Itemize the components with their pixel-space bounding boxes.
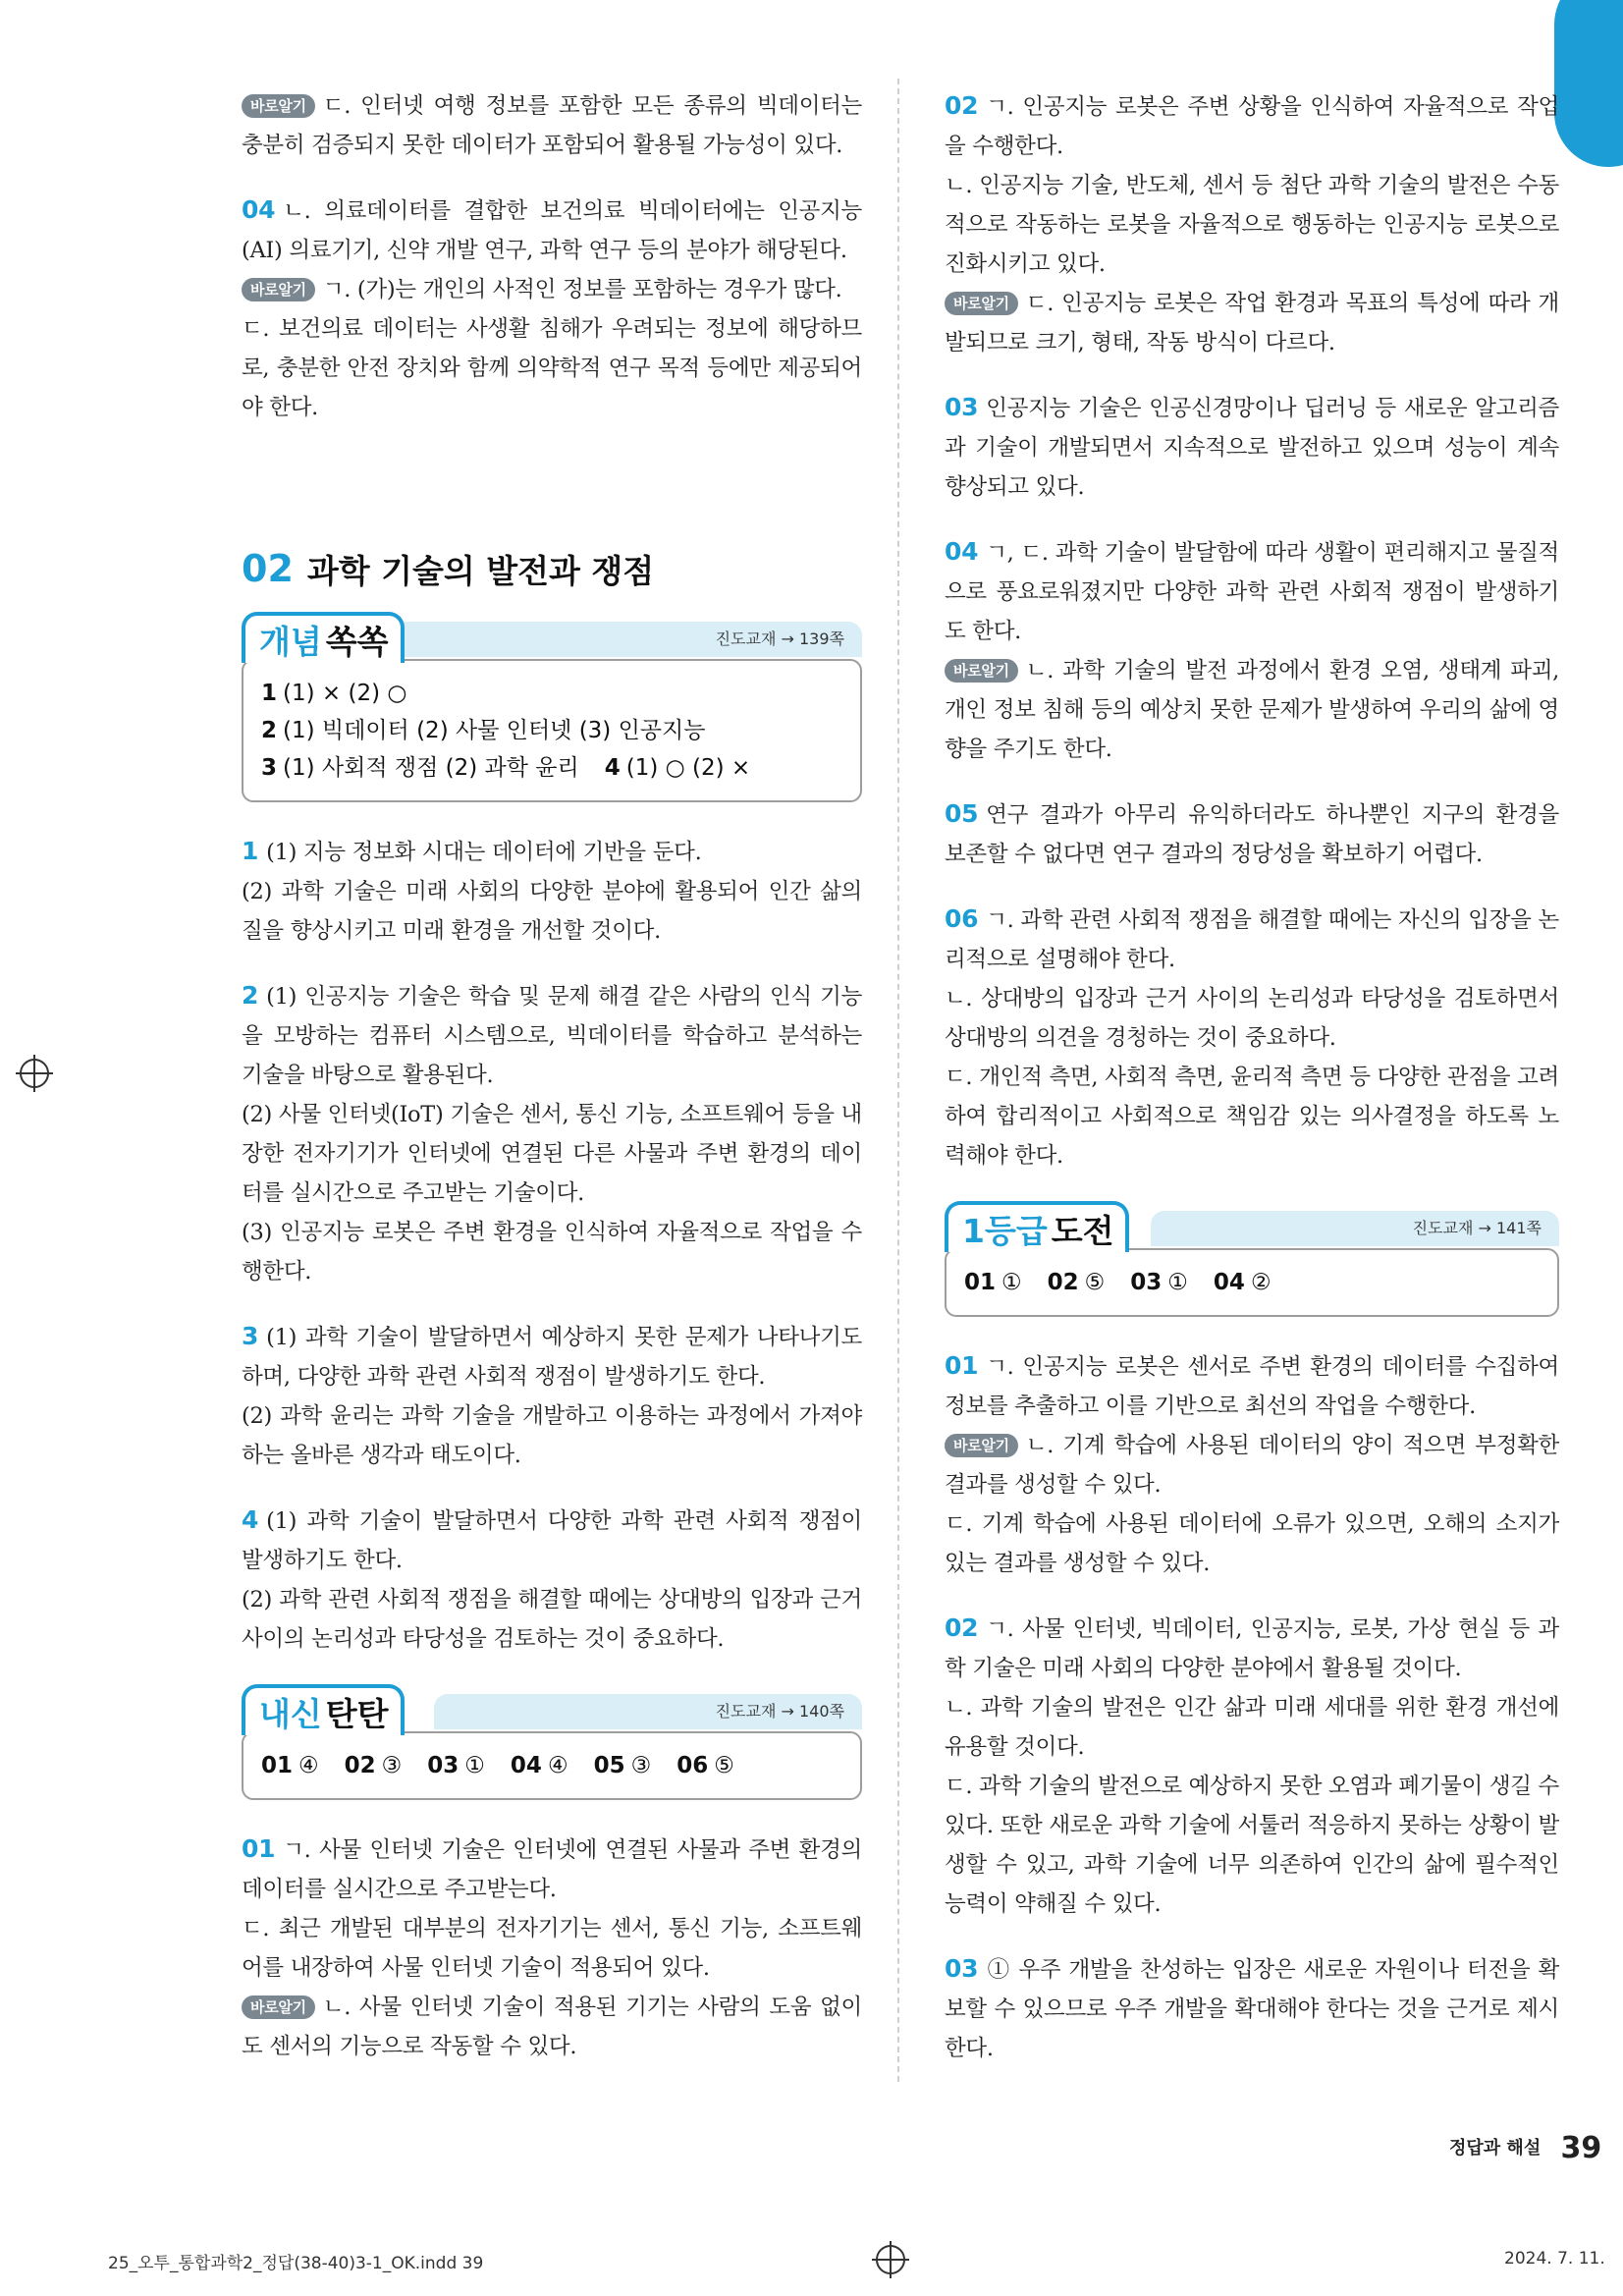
question-number: 2: [242, 981, 259, 1010]
answer-number: 3: [261, 755, 278, 781]
explanation-text: ㄷ. 보건의료 데이터는 사생활 침해가 우려되는 정보에 해당하므로, 충분한 안전 장치와 함께 의약학적 연구 목적 등에만 제공되어야 한다.: [242, 316, 862, 420]
slug-filename: 25_오투_통합과학2_정답(38-40)3-1_OK.indd 39: [108, 2254, 484, 2273]
answer-list: [242, 659, 862, 802]
explanation-line: [945, 1504, 1559, 1583]
explanation-item: [242, 832, 862, 951]
grade-answer-box: [945, 1201, 1559, 1317]
explanation-item: [945, 1609, 1559, 1924]
correction-badge: 바로알기: [945, 292, 1018, 315]
explanation-line: [945, 284, 1559, 362]
explanation-line: [242, 1213, 862, 1291]
explanation-line: [242, 872, 862, 951]
explanation-line: [242, 309, 862, 427]
explanation-text: (2) 과학 윤리는 과학 기술을 개발하고 이용하는 과정에서 가져야 하는 올바른 생각과 태도이다.: [242, 1403, 862, 1468]
explanation-text: ㄱ, ㄷ. 과학 기술이 발달함에 따라 생활이 편리해지고 물질적으로 풍요로워졌지만 다양한 과학 관련 사회적 쟁점이 발생하기도 한다.: [945, 540, 1559, 644]
answer-item: [964, 1264, 1022, 1301]
answer-list: [242, 1731, 862, 1800]
answer-item: [605, 749, 750, 787]
correction-badge: 바로알기: [242, 1995, 315, 2019]
answer-number: 03: [1130, 1270, 1163, 1295]
explanation-line: [945, 979, 1559, 1058]
explanation-text: ㄱ. 과학 관련 사회적 쟁점을 해결할 때에는 자신의 입장을 논리적으로 설명해야 한다.: [945, 907, 1559, 972]
explanation-line: [242, 86, 862, 165]
answer-value: ③: [381, 1753, 403, 1778]
explanation-item: [242, 1830, 862, 2066]
explanation-line: [945, 532, 1559, 651]
answer-value: ②: [1250, 1270, 1271, 1295]
explanation-line: [945, 1767, 1559, 1924]
answer-number: 03: [427, 1753, 460, 1778]
explanation-text: ㄴ. 상대방의 입장과 근거 사이의 논리성과 타당성을 검토하면서 상대방의 의견을 경청하는 것이 중요하다.: [945, 986, 1559, 1051]
left-column: [242, 86, 862, 2092]
answer-item: [427, 1747, 485, 1784]
explanation-text: ㄷ. 개인적 측면, 사회적 측면, 윤리적 측면 등 다양한 관점을 고려하여 합리적이고 사회적으로 책임감 있는 의사결정을 하도록 노력해야 한다.: [945, 1065, 1559, 1169]
answer-value: (1) ○ (2) ×: [625, 755, 751, 781]
explanation-line: [242, 270, 862, 309]
box-badge: [242, 612, 405, 663]
correction-badge: 바로알기: [945, 1434, 1018, 1457]
box-badge-text: 도전: [1051, 1212, 1114, 1250]
registration-mark-bottom: [876, 2245, 905, 2274]
naesin-explanations: [242, 1830, 862, 2066]
explanation-item: [242, 191, 862, 427]
explanation-line: [945, 1426, 1559, 1504]
textbook-reference: 진도교재 → 139쪽: [379, 622, 862, 657]
explanation-line: [242, 1396, 862, 1475]
explanation-line: [242, 191, 862, 270]
explanation-text: (1) 과학 기술이 발달하면서 다양한 과학 관련 사회적 쟁점이 발생하기도 한다.: [242, 1508, 862, 1573]
chapter-tab: [1554, 0, 1623, 167]
question-number: 01: [945, 1351, 979, 1380]
explanation-text: ㄷ. 과학 기술의 발전으로 예상하지 못한 오염과 폐기물이 생길 수 있다. 또한 새로운 과학 기술에 서툴러 적응하지 못하는 상황이 발생할 수 있고, 과학 기술에 너무 의존하여 인간의 삶에 필수적인 능력이 약해질 수 있다.: [945, 1774, 1559, 1917]
explanation-line: [242, 1501, 862, 1580]
textbook-reference: 진도교재 → 140쪽: [434, 1694, 862, 1729]
naesin-answer-box: [242, 1684, 862, 1800]
explanation-line: [945, 900, 1559, 979]
explanation-text: (1) 지능 정보화 시대는 데이터에 기반을 둔다.: [266, 840, 702, 865]
explanation-text: ㄷ. 인터넷 여행 정보를 포함한 모든 종류의 빅데이터는 충분히 검증되지 못한 데이터가 포함되어 활용될 가능성이 있다.: [242, 93, 862, 158]
answer-item: [1214, 1264, 1271, 1301]
answer-row: [261, 749, 842, 787]
question-number: 06: [945, 904, 979, 933]
answer-item: [261, 749, 579, 787]
explanation-line: [945, 86, 1559, 166]
explanation-item: [242, 1317, 862, 1475]
explanation-item: [945, 900, 1559, 1175]
explanation-line: [945, 794, 1559, 874]
answer-item: [511, 1747, 568, 1784]
explanation-line: [242, 1317, 862, 1396]
answer-item: [1048, 1264, 1106, 1301]
question-number: 02: [945, 1613, 979, 1642]
correction-badge: 바로알기: [242, 278, 315, 301]
footer-label: 정답과 해설: [1449, 2138, 1542, 2159]
box-badge-accent: 내신: [259, 1695, 322, 1733]
question-number: 04: [945, 537, 979, 566]
grade-explanations: [945, 1346, 1559, 2068]
answer-number: 06: [676, 1753, 709, 1778]
answer-value: (1) 빅데이터 (2) 사물 인터넷 (3) 인공지능: [283, 718, 706, 743]
explanation-text: ㄷ. 최근 개발된 대부분의 전자기기는 센서, 통신 기능, 소프트웨어를 내장하여 사물 인터넷 기술이 적용되어 있다.: [242, 1916, 862, 1981]
answer-item: [345, 1747, 403, 1784]
answer-value: ①: [464, 1753, 485, 1778]
right-column: [945, 86, 1559, 2094]
question-number: 05: [945, 799, 979, 828]
explanation-item: [242, 86, 862, 165]
left-top-block: [242, 86, 862, 427]
explanation-line: [945, 166, 1559, 284]
explanation-line: [242, 1830, 862, 1909]
explanation-text: ㄱ. 사물 인터넷 기술은 인터넷에 연결된 사물과 주변 환경의 데이터를 실시간으로 주고받는다.: [242, 1837, 862, 1902]
explanation-text: (2) 과학 기술은 미래 사회의 다양한 분야에 활용되어 인간 삶의 질을 향상시키고 미래 환경을 개선할 것이다.: [242, 879, 862, 944]
box-header: [945, 1201, 1559, 1248]
explanation-text: (2) 사물 인터넷(IoT) 기술은 센서, 통신 기능, 소프트웨어 등을 내장한 전자기기가 인터넷에 연결된 다른 사물과 주변 환경의 데이터를 실시간으로 주고받는 기술이다.: [242, 1102, 862, 1206]
explanation-text: ㄴ. 의료데이터를 결합한 보건의료 빅데이터에는 인공지능(AI) 의료기기, 신약 개발 연구, 과학 연구 등의 분야가 해당된다.: [242, 198, 862, 263]
answer-number: 1: [261, 681, 278, 706]
answer-value: ①: [1001, 1270, 1022, 1295]
answer-value: ⑤: [714, 1753, 734, 1778]
answer-number: 04: [1213, 1270, 1245, 1295]
answer-number: 4: [604, 755, 621, 781]
explanation-text: ㄴ. 과학 기술의 발전은 인간 삶과 미래 세대를 위한 환경 개선에 유용할 것이다.: [945, 1695, 1559, 1760]
explanation-text: ① 우주 개발을 찬성하는 입장은 새로운 자원이나 터전을 확보할 수 있으므로 우주 개발을 확대해야 한다는 것을 근거로 제시한다.: [945, 1957, 1559, 2061]
explanation-item: [945, 1346, 1559, 1583]
registration-mark-left: [20, 1059, 49, 1088]
box-badge-accent: 개념: [259, 623, 322, 661]
correction-badge: 바로알기: [945, 659, 1018, 683]
explanation-line: [945, 651, 1559, 769]
answer-value: ⑤: [1084, 1270, 1106, 1295]
question-number: 03: [945, 393, 979, 421]
question-number: 04: [242, 195, 276, 224]
page-footer: [1449, 2131, 1601, 2165]
explanation-text: ㄴ. 사물 인터넷 기술이 적용된 기기는 사람의 도움 없이도 센서의 기능으로 작동할 수 있다.: [242, 1995, 862, 2059]
explanation-text: (3) 인공지능 로봇은 주변 환경을 인식하여 자율적으로 작업을 수행한다.: [242, 1220, 862, 1285]
question-number: 3: [242, 1322, 259, 1350]
answer-value: ④: [298, 1753, 319, 1778]
answer-value: ①: [1167, 1270, 1188, 1295]
answer-number: 05: [593, 1753, 625, 1778]
question-number: 01: [242, 1834, 276, 1863]
box-badge: [945, 1201, 1129, 1252]
answer-row: [261, 675, 842, 749]
concept-answer-box: [242, 612, 862, 802]
answer-number: 01: [261, 1753, 294, 1778]
explanation-text: 인공지능 기술은 인공신경망이나 딥러닝 등 새로운 알고리즘과 기술이 개발되면서 지속적으로 발전하고 있으며 성능이 계속 향상되고 있다.: [945, 396, 1559, 500]
explanation-text: (1) 인공지능 기술은 학습 및 문제 해결 같은 사람의 인식 기능을 모방하는 컴퓨터 시스템으로, 빅데이터를 학습하고 분석하는 기술을 바탕으로 활용된다.: [242, 984, 862, 1088]
box-badge-text: 쏙쏙: [325, 623, 389, 661]
explanation-line: [242, 1580, 862, 1659]
section-heading: [242, 545, 862, 592]
answer-value: ③: [630, 1753, 652, 1778]
answer-number: 2: [261, 718, 278, 743]
answer-list: [945, 1248, 1559, 1317]
explanation-line: [945, 388, 1559, 507]
answer-number: 02: [1047, 1270, 1079, 1295]
explanation-item: [242, 1501, 862, 1659]
explanation-item: [945, 532, 1559, 769]
explanation-text: ㄴ. 과학 기술의 발전 과정에서 환경 오염, 생태계 파괴, 개인 정보 침해 등의 예상치 못한 문제가 발생하여 우리의 삶에 영향을 주기도 한다.: [945, 658, 1559, 762]
question-number: 02: [945, 91, 979, 120]
explanation-line: [945, 1346, 1559, 1426]
answer-number: 02: [344, 1753, 376, 1778]
right-explanations: [945, 86, 1559, 1175]
correction-badge: 바로알기: [242, 94, 315, 118]
answer-row: [964, 1264, 1540, 1301]
box-badge: [242, 1684, 405, 1735]
explanation-line: [242, 1909, 862, 1988]
explanation-text: ㄱ. 인공지능 로봇은 센서로 주변 환경의 데이터를 수집하여 정보를 추출하고 이를 기반으로 최선의 작업을 수행한다.: [945, 1354, 1559, 1419]
section-number: 02: [242, 547, 294, 590]
answer-item: [261, 675, 406, 712]
explanation-text: ㄴ. 기계 학습에 사용된 데이터의 양이 적으면 부정확한 결과를 생성할 수 있다.: [945, 1433, 1559, 1498]
answer-value: ④: [547, 1753, 568, 1778]
answer-value: (1) × (2) ○: [283, 681, 407, 706]
question-number: 03: [945, 1954, 979, 1983]
explanation-item: [945, 794, 1559, 874]
explanation-line: [945, 1058, 1559, 1175]
answer-item: [594, 1747, 652, 1784]
explanation-text: ㄷ. 인공지능 로봇은 작업 환경과 목표의 특성에 따라 개발되므로 크기, 형태, 작동 방식이 다르다.: [945, 291, 1559, 355]
page-number: 39: [1560, 2131, 1602, 2165]
question-number: 4: [242, 1505, 259, 1534]
explanation-text: (2) 과학 관련 사회적 쟁점을 해결할 때에는 상대방의 입장과 근거 사이의 논리성과 타당성을 검토하는 것이 중요하다.: [242, 1587, 862, 1652]
explanation-text: ㄱ. (가)는 개인의 사적인 정보를 포함하는 경우가 많다.: [322, 277, 842, 302]
answer-item: [261, 712, 705, 749]
explanation-line: [242, 832, 862, 872]
slug-date: 2024. 7. 11.: [1504, 2249, 1605, 2269]
box-badge-text: 탄탄: [325, 1695, 389, 1733]
explanation-text: ㄷ. 기계 학습에 사용된 데이터에 오류가 있으면, 오해의 소지가 있는 결과를 생성할 수 있다.: [945, 1511, 1559, 1576]
explanation-text: ㄴ. 인공지능 기술, 반도체, 센서 등 첨단 과학 기술의 발전은 수동적으로 작동하는 로봇을 자율적으로 행동하는 인공지능 로봇으로 진화시키고 있다.: [945, 173, 1559, 277]
answer-item: [261, 1747, 319, 1784]
answer-value: (1) 사회적 쟁점 (2) 과학 윤리: [283, 755, 579, 781]
answer-item: [676, 1747, 734, 1784]
explanation-line: [242, 1095, 862, 1213]
answer-row: [261, 1747, 842, 1784]
answer-number: 01: [964, 1270, 997, 1295]
box-header: [242, 1684, 862, 1731]
answer-item: [1130, 1264, 1188, 1301]
explanation-text: ㄱ. 사물 인터넷, 빅데이터, 인공지능, 로봇, 가상 현실 등 과학 기술은 미래 사회의 다양한 분야에서 활용될 것이다.: [945, 1616, 1559, 1681]
concept-explanations: [242, 832, 862, 1659]
explanation-line: [945, 1688, 1559, 1767]
explanation-item: [945, 86, 1559, 362]
explanation-line: [945, 1609, 1559, 1688]
explanation-text: 연구 결과가 아무리 유익하더라도 하나뿐인 지구의 환경을 보존할 수 없다면 연구 결과의 정당성을 확보하기 어렵다.: [945, 802, 1559, 867]
explanation-line: [242, 1988, 862, 2066]
explanation-line: [945, 1949, 1559, 2068]
explanation-item: [242, 976, 862, 1291]
box-header: [242, 612, 862, 659]
answer-number: 04: [510, 1753, 542, 1778]
column-divider: [897, 79, 899, 2082]
section-title: 과학 기술의 발전과 쟁점: [306, 551, 655, 590]
textbook-reference: 진도교재 → 141쪽: [1151, 1211, 1559, 1246]
explanation-text: (1) 과학 기술이 발달하면서 예상하지 못한 문제가 나타나기도 하며, 다양한 과학 관련 사회적 쟁점이 발생하기도 한다.: [242, 1325, 862, 1390]
explanation-item: [945, 1949, 1559, 2068]
explanation-line: [242, 976, 862, 1095]
explanation-item: [945, 388, 1559, 507]
question-number: 1: [242, 837, 259, 865]
box-badge-accent: 1등급: [962, 1212, 1048, 1250]
explanation-text: ㄱ. 인공지능 로봇은 주변 상황을 인식하여 자율적으로 작업을 수행한다.: [945, 94, 1559, 159]
